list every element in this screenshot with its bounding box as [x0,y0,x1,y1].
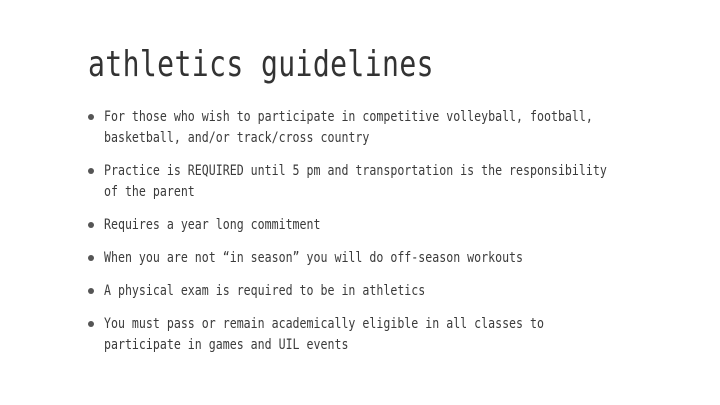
list-item [88,161,688,203]
list-item [88,248,688,269]
list-item [88,107,688,149]
bullet-text: You must pass or remain academically eligible in all classes to participate in games and UIL events [104,316,544,353]
list-item [88,281,688,302]
bullet-dot-icon [88,255,94,261]
bullet-text: A physical exam is required to be in athletics [104,283,426,299]
bullet-dot-icon [88,222,94,228]
bullet-list [88,107,688,368]
bullet-dot-icon [88,114,94,120]
list-item [88,215,688,236]
bullet-text: When you are not “in season” you will do off-season workouts [104,250,524,266]
bullet-dot-icon [88,168,94,174]
slide-title: athletics guidelines [88,44,434,85]
bullet-dot-icon [88,288,94,294]
bullet-dot-icon [88,321,94,327]
bullet-text: Practice is REQUIRED until 5 pm and transportation is the responsibility of the parent [104,163,607,200]
list-item [88,314,688,356]
bullet-text: Requires a year long commitment [104,217,321,233]
bullet-text: For those who wish to participate in competitive volleyball, football, basketball, and/or track/cross country [104,109,593,146]
